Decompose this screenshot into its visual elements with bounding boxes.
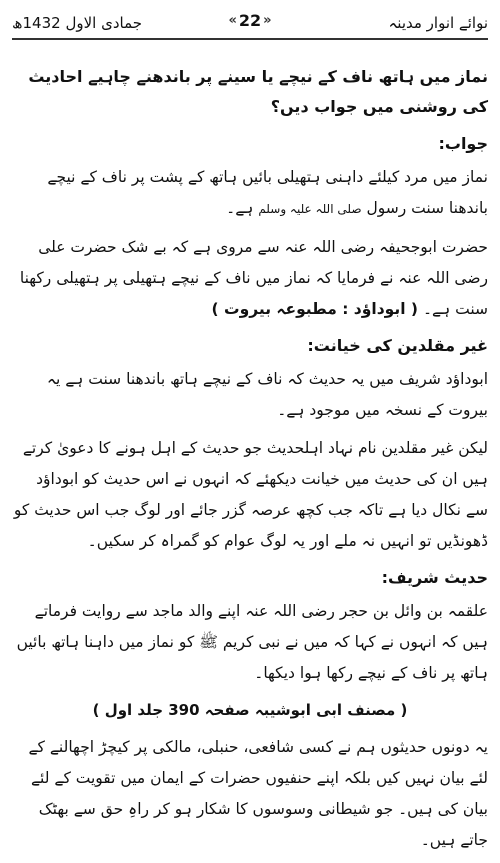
ornament-left-icon: « [228, 13, 237, 28]
hadith2-reference: ( مصنف ابی ابوشیبہ صفحہ 390 جلد اول ) [92, 701, 408, 719]
conclusion-paragraph: یہ دونوں حدیثوں ہم نے کسی شافعی، حنبلی، مالکی پر کیچڑ اچھالنے کے لئے بیان نہیں کیں بلکہ اپنے حنفیوں حضرات کے ایمان میں تقویت کے لئے بیان کی ہیں۔ جو شیطانی وسوسوں کا شکار ہو کر راہِ حق سے بھٹک جاتے ہیں۔ [28, 738, 488, 849]
page-header [12, 8, 488, 40]
answer-text: نماز میں مرد کیلئے داہنی ہتھیلی بائیں ہاتھ کے پشت پر ناف کے نیچے باندھنا سنت رسول [47, 168, 488, 217]
header-title: نوائے انوار مدینہ [388, 14, 488, 32]
khiyanat-paragraph-2: لیکن غیر مقلدین نام نہاد اہلحدیث جو حدیث کے اہل ہونے کا دعویٰ کرتے ہیں ان کی حدیث میں خیانت دیکھئے کہ انہوں نے اس حدیث کو ابوداؤد سے نکال دیا ہے تاکہ جب کچھ عرصہ گزر جائے اور لوگ جب اس حدیث کو ڈھونڈیں تو انہیں نہ ملے اور یہ لوگ عوام کو گمراہ کر سکیں۔ [13, 439, 488, 550]
hadith2-paragraph: علقمہ بن وائل بن حجر رضی اللہ عنہ اپنے والد ماجد سے روایت فرماتے ہیں کہ انہوں نے کہا کہ میں نے نبی کریم ﷺ کو نماز میں داہنا ہاتھ بائیں ہاتھ پر ناف کے نیچے رکھا ہوا دیکھا۔ [16, 602, 488, 682]
hadith1-reference: ( ابوداؤد : مطبوعہ بیروت ) [211, 300, 418, 318]
question: نماز میں ہاتھ ناف کے نیچے یا سینے پر باندھنے چاہیے احادیث کی روشنی میں جواب دیں؟ [28, 67, 488, 116]
khiyanat-heading: غیر مقلدین کی خیانت: [307, 336, 488, 355]
khiyanat-paragraph: ابوداؤد شریف میں یہ حدیث کہ ناف کے نیچے ہاتھ باندھنا سنت ہے یہ بیروت کے نسخہ میں موجود ہے۔ [46, 370, 488, 419]
hadith1-paragraph [12, 232, 488, 325]
answer-label: جواب: [438, 134, 488, 153]
hadith-heading: حدیث شریف: [381, 568, 488, 587]
page-number-badge [228, 11, 271, 30]
hadith1-text: حضرت ابوجحیفہ رضی اللہ عنہ سے مروی ہے کہ بے شک حضرت علی رضی اللہ عنہ نے فرمایا کہ نماز میں ناف کے نیچے ہتھیلی پر ہتھیلی رکھنا سنت ہے۔ [19, 238, 488, 318]
page-number: 22 [238, 11, 262, 30]
article-body [12, 46, 488, 863]
header-date: جمادی الاول 1432ھ [12, 14, 143, 32]
salawat-seal: صلی اللہ علیہ وسلم [258, 202, 362, 216]
ornament-right-icon: » [263, 13, 272, 28]
answer-end: ہے۔ [226, 199, 254, 217]
answer-paragraph [12, 162, 488, 225]
